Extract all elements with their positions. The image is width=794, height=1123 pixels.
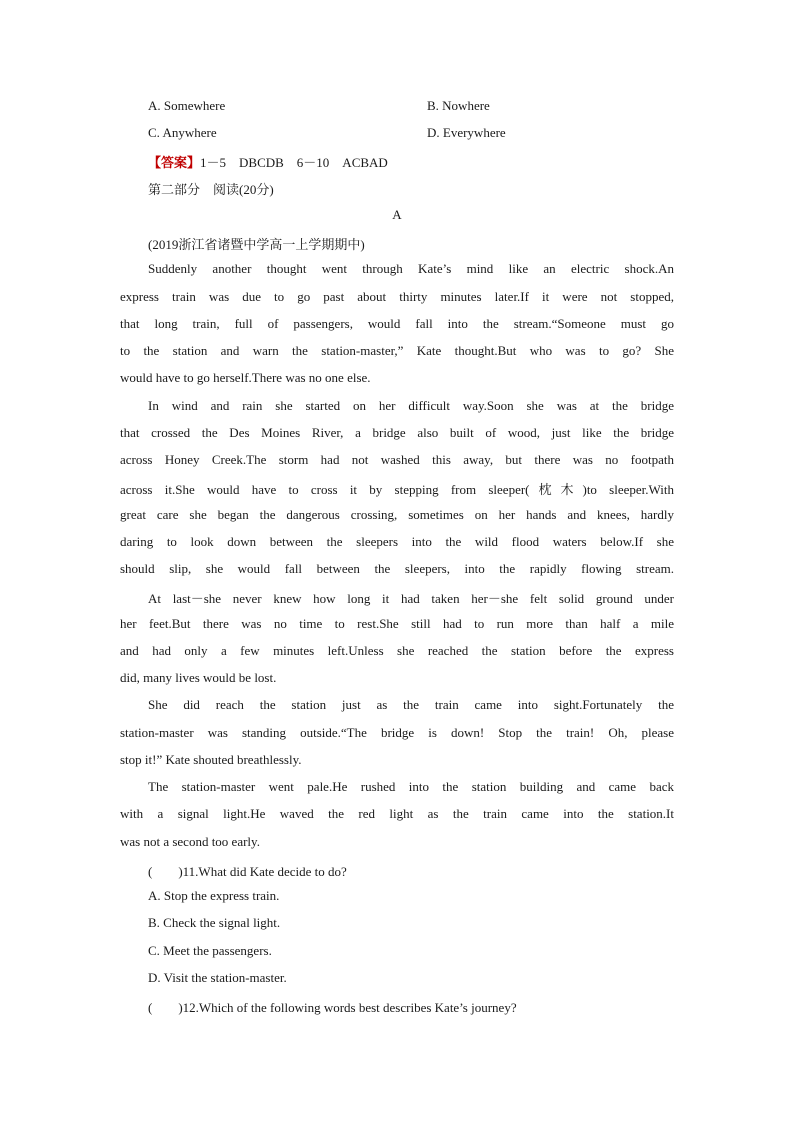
paragraph-2-line-3: across Honey Creek.The storm had not washed this away, but there was no footpath: [120, 452, 674, 467]
paragraph-2-line-2: that crossed the Des Moines River, a bridge also built of wood, just like the bridge: [120, 425, 674, 440]
section-title: 第二部分 阅读(20分): [148, 182, 274, 197]
paragraph-1-line-4: to the station and warn the station-master,” Kate thought.But who was to go? She: [120, 343, 674, 358]
paragraph-5-line-1: The station-master went pale.He rushed into the station building and came back: [148, 779, 674, 794]
paragraph-2-line-4: across it.She would have to cross it by stepping from sleeper(枕木)to sleeper.With: [120, 482, 674, 497]
question-11-stem: ( )11.What did Kate decide to do?: [148, 864, 347, 879]
paragraph-1-line-1: Suddenly another thought went through Kate’s mind like an electric shock.An: [148, 261, 674, 276]
paragraph-5-line-2: with a signal light.He waved the red light as the train came into the station.It: [120, 806, 674, 821]
paragraph-5-line-3: was not a second too early.: [120, 834, 260, 849]
passage-source: (2019浙江省诸暨中学高一上学期期中): [148, 237, 365, 252]
paragraph-1-line-3: that long train, full of passengers, would fall into the stream.“Someone must go: [120, 316, 674, 331]
answer-text: 1－5 DBCDB 6－10 ACBAD: [200, 155, 388, 170]
question-11-option-c: C. Meet the passengers.: [148, 943, 272, 958]
passage-label: A: [392, 207, 402, 222]
paragraph-3-line-1: At last－she never knew how long it had taken her－she felt solid ground under: [148, 591, 674, 606]
question-11-option-a: A. Stop the express train.: [148, 888, 280, 903]
option-b: B. Nowhere: [427, 98, 490, 113]
paragraph-2-line-6: daring to look down between the sleepers into the wild flood waters below.If she: [120, 534, 674, 549]
answer-label: 【答案】: [148, 155, 201, 170]
paragraph-4-line-3: stop it!” Kate shouted breathlessly.: [120, 752, 302, 767]
paragraph-3-line-3: and had only a few minutes left.Unless she reached the station before the express: [120, 643, 674, 658]
answer-line: [148, 152, 388, 171]
paragraph-2-line-7: should slip, she would fall between the sleepers, into the rapidly flowing stream.: [120, 561, 674, 576]
paragraph-1-line-2: express train was due to go past about thirty minutes later.If it were not stopped,: [120, 289, 674, 304]
option-a: A. Somewhere: [148, 98, 226, 113]
paragraph-3-line-4: did, many lives would be lost.: [120, 670, 277, 685]
paragraph-2-line-5: great care she began the dangerous crossing, sometimes on her hands and knees, hardly: [120, 507, 674, 522]
paragraph-4-line-1: She did reach the station just as the train came into sight.Fortunately the: [148, 697, 674, 712]
paragraph-1-line-5: would have to go herself.There was no one else.: [120, 370, 371, 385]
question-12-stem: ( )12.Which of the following words best describes Kate’s journey?: [148, 1000, 517, 1015]
question-11-option-d: D. Visit the station-master.: [148, 970, 287, 985]
paragraph-4-line-2: station-master was standing outside.“The bridge is down! Stop the train! Oh, please: [120, 725, 674, 740]
option-d: D. Everywhere: [427, 125, 506, 140]
paragraph-3-line-2: her feet.But there was no time to rest.She still had to run more than half a mile: [120, 616, 674, 631]
question-11-option-b: B. Check the signal light.: [148, 915, 281, 930]
option-c: C. Anywhere: [148, 125, 217, 140]
paragraph-2-line-1: In wind and rain she started on her difficult way.Soon she was at the bridge: [148, 398, 674, 413]
